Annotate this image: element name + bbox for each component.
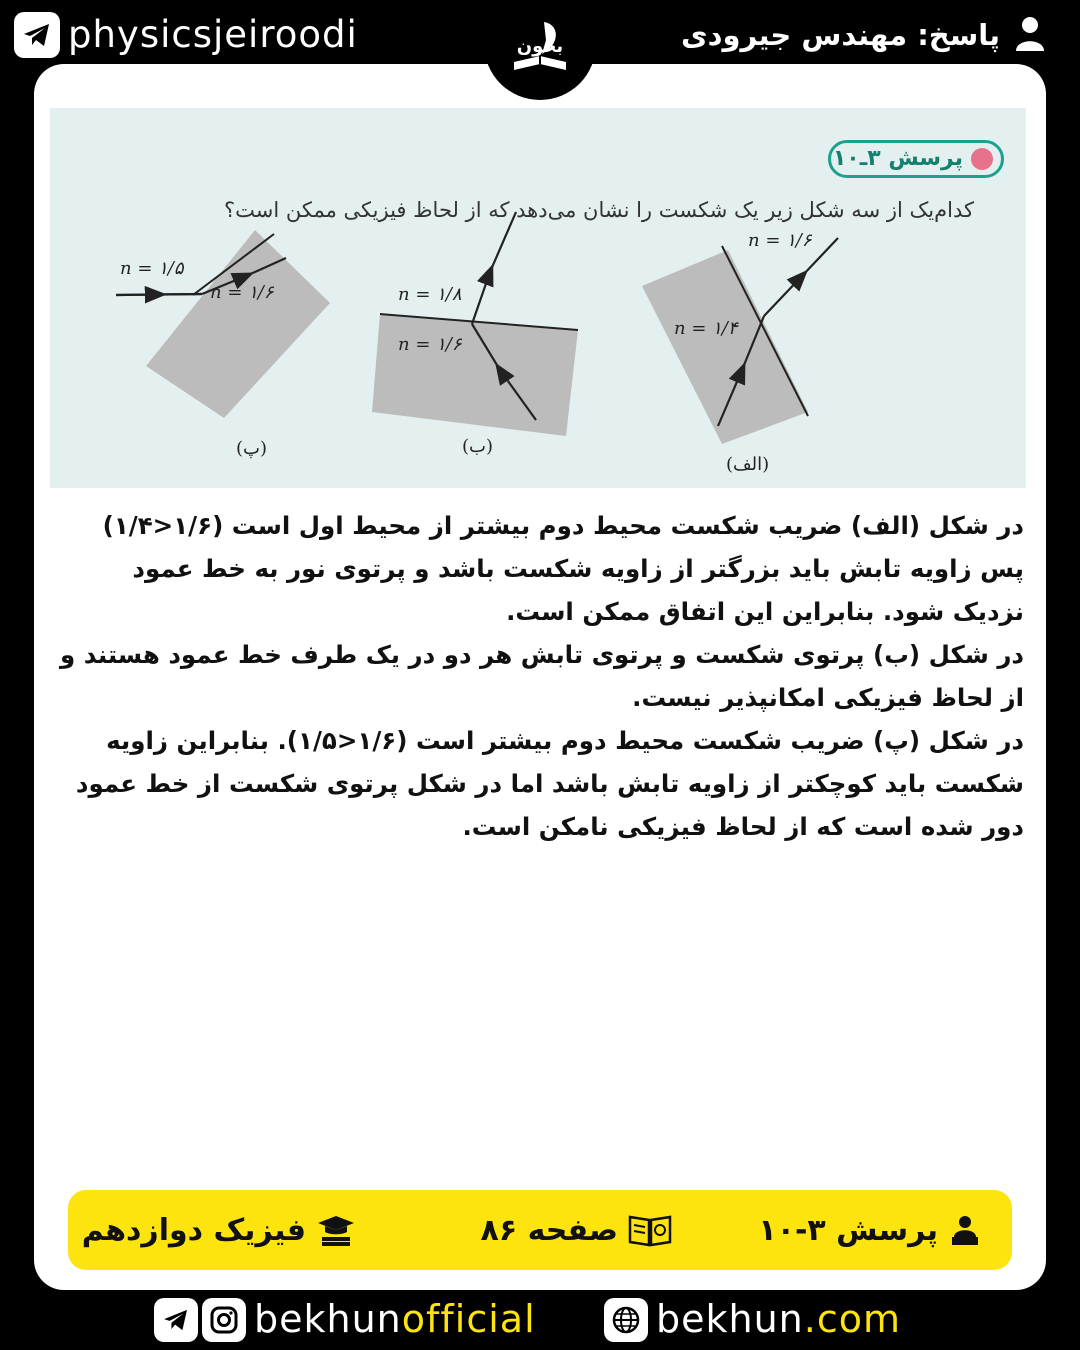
answer-paragraph-pe: در شکل (پ) ضریب شکست محیط دوم بیشتر است (۱/۶<۱/۵). بنابراین زاویه شکست باید کوچکتر از زاویه تابش باشد اما در شکل پرتوی شکست از خط عمود دور شده است که از لحاظ فیزیکی نامکن است. — [75, 726, 1024, 841]
pe-n-inner: n = ۱/۶ — [210, 282, 274, 303]
footer-book-label: فیزیک دوازدهم — [81, 1212, 306, 1248]
graduation-cap-icon — [316, 1213, 356, 1247]
textbook-figure — [50, 108, 1026, 488]
diagram-be — [372, 212, 578, 457]
user-icon — [1014, 16, 1046, 52]
pe-caption: (پ) — [236, 438, 268, 459]
diagram-alef — [642, 230, 838, 475]
answer-text — [60, 504, 1024, 848]
info-footer — [68, 1190, 1012, 1270]
footer-book — [82, 1190, 356, 1270]
social-handle-main: bekhun — [254, 1297, 402, 1341]
telegram-icon[interactable] — [14, 12, 60, 58]
header-handle[interactable]: physicsjeiroodi — [68, 13, 358, 56]
website-accent: .com — [803, 1297, 902, 1341]
be-n-top: n = ۱/۸ — [398, 284, 462, 305]
footer-page-label: صفحه ۸۶ — [480, 1212, 618, 1248]
footer-question — [758, 1190, 982, 1270]
website-main: bekhun — [656, 1297, 804, 1341]
answer-paragraph-alef: در شکل (الف) ضریب شکست محیط دوم بیشتر از محیط اول است (۱/۶<۱/۴) پس زاویه تابش باید بزرگتر از زاویه شکست باشد و پرتوی نور به خط عمود نزدیک شود. بنابراین این اتفاق ممکن است. — [102, 511, 1024, 626]
footer-question-label: پرسش ۳-۱۰ — [758, 1212, 938, 1248]
diagram-pe — [116, 230, 330, 459]
answer-author: پاسخ: مهندس جیرودی — [681, 18, 1000, 52]
telegram-icon[interactable] — [154, 1298, 198, 1342]
book-pen-icon — [500, 10, 580, 90]
question-badge-label: پرسش ۳ـ۱۰ — [832, 146, 963, 171]
instagram-icon[interactable] — [202, 1298, 246, 1342]
alef-n-inner: n = ۱/۴ — [674, 318, 738, 339]
alef-caption: (الف) — [726, 454, 770, 475]
be-caption: (ب) — [462, 436, 494, 457]
alef-n-outer: n = ۱/۶ — [748, 230, 812, 251]
footer-page — [481, 1190, 672, 1270]
social-handle-accent: official — [401, 1297, 536, 1341]
refraction-diagrams — [50, 108, 1026, 488]
website-link[interactable] — [656, 1294, 901, 1344]
answer-paragraph-be: در شکل (ب) پرتوی شکست و پرتوی تابش هر دو در یک طرف خط عمود هستند و از لحاظ فیزیکی امکانپذیر نیست. — [59, 640, 1024, 712]
brand-logo — [484, 0, 596, 100]
question-text: کدام‌یک از سه شکل زیر یک شکست را نشان می‌دهد که از لحاظ فیزیکی ممکن است؟ — [224, 198, 974, 222]
globe-icon[interactable] — [604, 1298, 648, 1342]
pe-n-outer: n = ۱/۵ — [120, 258, 184, 279]
be-n-bottom: n = ۱/۶ — [398, 334, 462, 355]
social-handle[interactable] — [254, 1294, 536, 1344]
svg-text:بخون: بخون — [516, 36, 564, 57]
be-glass-block — [372, 314, 578, 436]
be-refracted-ray — [472, 212, 516, 324]
alef-glass-block — [642, 250, 808, 444]
teacher-icon — [948, 1213, 982, 1247]
content-card — [34, 64, 1046, 1290]
bottom-bar — [0, 1290, 1080, 1350]
open-book-icon — [628, 1213, 672, 1247]
